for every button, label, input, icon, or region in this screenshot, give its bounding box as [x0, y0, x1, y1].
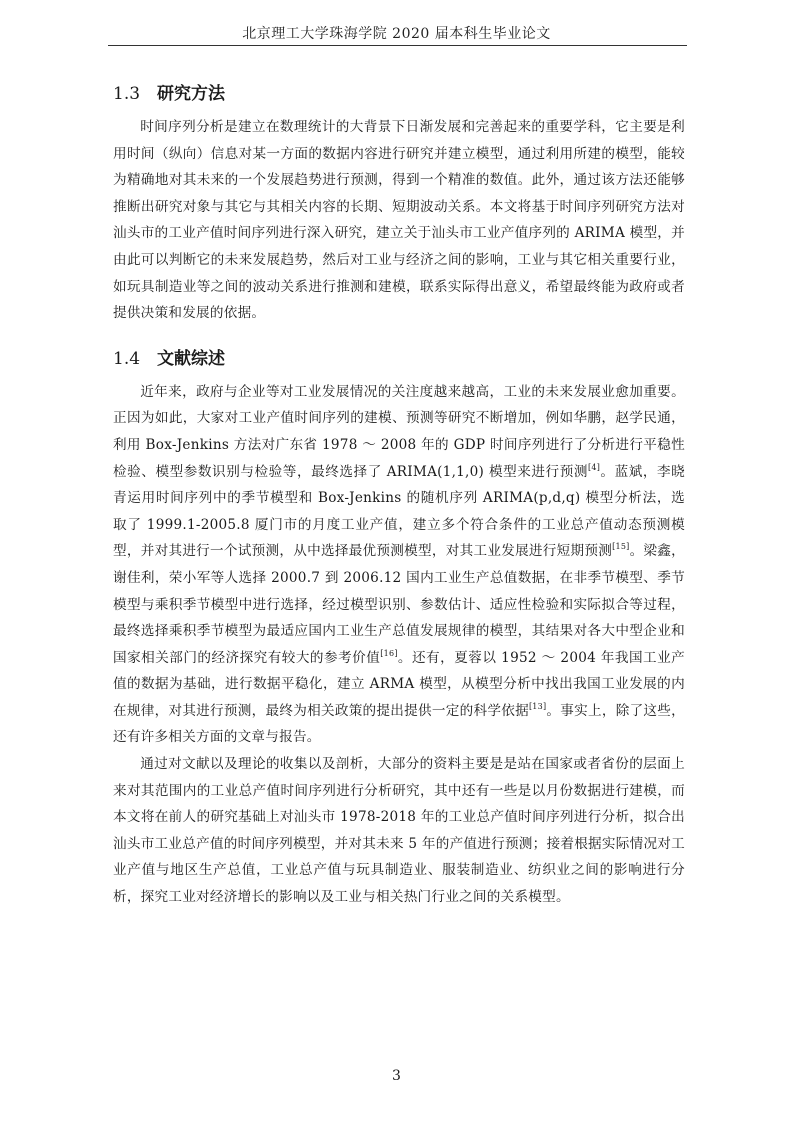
- paragraph: [113, 751, 685, 911]
- text-run: 近年来，政府与企业等对工业发展情况的关注度越来越高，工业的未来发展业愈加重要。正因为如此，大家对工业产值时间序列的建模、预测等研究不断增加，例如华鹏，赵学民通，利用 Box-Jenkins 方法对广东省 1978 ～ 2008 年的 GDP 时间序列进行了分析进行平稳性检验、模型参数识别与检验等，最终选择了 ARIMA(1,1,0) 模型来进行预测: [113, 383, 685, 480]
- page-number: 3: [392, 1068, 401, 1084]
- section-number: 1.3: [113, 84, 141, 104]
- section-heading-1-4: [113, 345, 685, 373]
- running-header: 北京理工大学珠海学院 2020 届本科生毕业论文: [242, 26, 551, 42]
- section-heading-1-3: [113, 80, 685, 108]
- citation-mark: [16]: [380, 648, 398, 658]
- citation-mark: [15]: [612, 542, 630, 552]
- citation-mark: [4]: [588, 462, 601, 472]
- page-body: [113, 80, 685, 911]
- paragraph: [113, 114, 685, 327]
- text-run: 。还有，夏蓉以 1952 ～ 2004 年我国工业产值的数据为基础，进行数据平稳化，建立 ARMA 模型，从模型分析中找出我国工业发展的内在规律，对其进行预测，最终为相关政策的提出提供一定的科学依据: [113, 649, 686, 719]
- section-title: 文献综述: [157, 348, 225, 369]
- section-number: 1.4: [113, 348, 141, 369]
- text-run: 。事实上，除了这些，还有许多相关方面的文章与报告。: [113, 702, 686, 746]
- header-rule: [108, 45, 687, 46]
- text-run: 。蓝斌，李晓青运用时间序列中的季节模型和 Box-Jenkins 的随机序列 ARIMA(p,d,q) 模型分析法，选取了 1999.1-2005.8 厦门市的月度工业产值，建立多个符合条件的工业总产值动态预测模型，并对其进行一个试预测，从中选择最优预测模型，对其工业发展进行短期预测: [113, 463, 686, 560]
- citation-mark: [13]: [528, 701, 547, 711]
- text-run: 。梁鑫，谢佳利，荣小军等人选择 2000.7 到 2006.12 国内工业生产总值数据，在非季节模型、季节模型与乘积季节模型中进行选择，经过模型识别、参数估计、适应性检验和实际拟合等过程，最终选择乘积季节模型为最适应国内工业生产总值发展规律的模型，其结果对各大中型企业和国家相关部门的经济探究有较大的参考价值: [113, 543, 686, 666]
- text-run: 时间序列分析是建立在数理统计的大背景下日渐发展和完善起来的重要学科，它主要是利用时间（纵向）信息对某一方面的数据内容进行研究并建立模型，通过利用所建的模型，能较为精确地对其未来的一个发展趋势进行预测，得到一个精准的数值。此外，通过该方法还能够推断出研究对象与其它与其相关内容的长期、短期波动关系。本文将基于时间序列研究方法对汕头市的工业产值时间序列进行深入研究，建立关于汕头市工业产值序列的 ARIMA 模型，并由此可以判断它的未来发展趋势，然后对工业与经济之间的影响，工业与其它相关重要行业，如玩具制造业等之间的波动关系进行推测和建模，联系实际得出意义，希望最终能为政府或者提供决策和发展的依据。: [113, 119, 685, 322]
- section-title: 研究方法: [157, 84, 225, 104]
- text-run: 通过对文献以及理论的收集以及剖析，大部分的资料主要是是站在国家或者省份的层面上来对其范围内的工业总产值时间序列进行分析研究，其中还有一些是以月份数据进行建模，而本文将在前人的研究基础上对汕头市 1978-2018 年的工业总产值时间序列进行分析，拟合出汕头市工业总产值的时间序列模型，并对其未来 5 年的产值进行预测；接着根据实际情况对工业产值与地区生产总值，工业总产值与玩具制造业、服装制造业、纺织业之间的影响进行分析，探究工业对经济增长的影响以及工业与相关热门行业之间的关系模型。: [113, 756, 685, 906]
- paragraph: [113, 379, 685, 751]
